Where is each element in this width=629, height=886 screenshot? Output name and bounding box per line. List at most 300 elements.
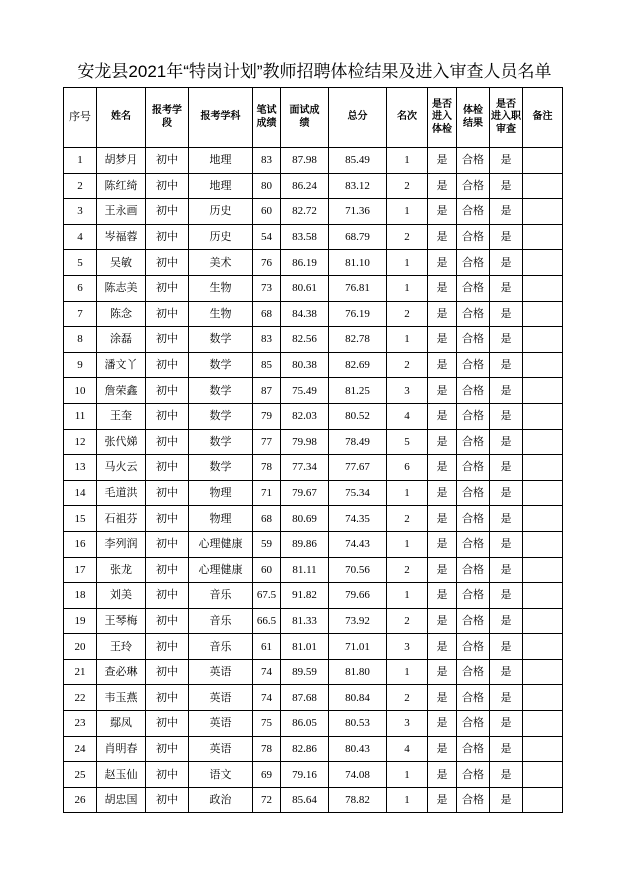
cell-rank: 2 (387, 506, 428, 532)
cell-written-score: 72 (253, 787, 281, 813)
cell-written-score: 54 (253, 224, 281, 250)
cell-rank: 3 (387, 378, 428, 404)
cell-enter-exam: 是 (428, 711, 457, 737)
cell-enter-review: 是 (490, 301, 523, 327)
table-row (64, 327, 563, 353)
cell-index: 20 (64, 634, 97, 660)
header-index: 序号 (64, 88, 97, 148)
cell-total-score: 82.69 (329, 352, 387, 378)
cell-index: 23 (64, 711, 97, 737)
header-rank: 名次 (387, 88, 428, 148)
cell-total-score: 82.78 (329, 327, 387, 353)
cell-index: 4 (64, 224, 97, 250)
cell-enter-review: 是 (490, 403, 523, 429)
cell-written-score: 83 (253, 148, 281, 174)
cell-remarks (523, 608, 563, 634)
cell-remarks (523, 173, 563, 199)
cell-stage: 初中 (146, 762, 189, 788)
cell-written-score: 59 (253, 531, 281, 557)
cell-name: 肖明春 (97, 736, 146, 762)
cell-stage: 初中 (146, 224, 189, 250)
cell-written-score: 78 (253, 455, 281, 481)
cell-enter-exam: 是 (428, 736, 457, 762)
cell-name: 胡忠国 (97, 787, 146, 813)
cell-index: 16 (64, 531, 97, 557)
cell-enter-exam: 是 (428, 327, 457, 353)
header-interview-score: 面试成 绩 (281, 88, 329, 148)
table-row (64, 352, 563, 378)
cell-name: 陈志美 (97, 275, 146, 301)
cell-index: 24 (64, 736, 97, 762)
cell-exam-result: 合格 (457, 506, 490, 532)
table-row (64, 199, 563, 225)
cell-rank: 2 (387, 608, 428, 634)
cell-stage: 初中 (146, 736, 189, 762)
table-row (64, 787, 563, 813)
table-row (64, 224, 563, 250)
cell-stage: 初中 (146, 583, 189, 609)
cell-rank: 6 (387, 455, 428, 481)
cell-enter-review: 是 (490, 173, 523, 199)
cell-remarks (523, 557, 563, 583)
cell-interview-score: 89.86 (281, 531, 329, 557)
cell-rank: 2 (387, 557, 428, 583)
cell-stage: 初中 (146, 275, 189, 301)
cell-enter-review: 是 (490, 583, 523, 609)
cell-enter-exam: 是 (428, 250, 457, 276)
cell-remarks (523, 403, 563, 429)
cell-index: 14 (64, 480, 97, 506)
cell-enter-review: 是 (490, 275, 523, 301)
cell-remarks (523, 506, 563, 532)
cell-rank: 3 (387, 711, 428, 737)
cell-total-score: 74.35 (329, 506, 387, 532)
table-row (64, 608, 563, 634)
cell-subject: 物理 (189, 480, 253, 506)
cell-enter-review: 是 (490, 480, 523, 506)
cell-subject: 数学 (189, 455, 253, 481)
cell-total-score: 81.10 (329, 250, 387, 276)
cell-enter-exam: 是 (428, 173, 457, 199)
cell-enter-review: 是 (490, 455, 523, 481)
table-row (64, 762, 563, 788)
cell-rank: 1 (387, 583, 428, 609)
table-row (64, 429, 563, 455)
results-table (63, 87, 563, 813)
cell-exam-result: 合格 (457, 711, 490, 737)
cell-index: 25 (64, 762, 97, 788)
cell-total-score: 78.82 (329, 787, 387, 813)
cell-subject: 英语 (189, 736, 253, 762)
cell-subject: 美术 (189, 250, 253, 276)
cell-total-score: 76.81 (329, 275, 387, 301)
table-row (64, 403, 563, 429)
cell-total-score: 74.08 (329, 762, 387, 788)
cell-stage: 初中 (146, 378, 189, 404)
cell-interview-score: 80.61 (281, 275, 329, 301)
cell-remarks (523, 659, 563, 685)
cell-total-score: 75.34 (329, 480, 387, 506)
cell-total-score: 70.56 (329, 557, 387, 583)
cell-subject: 语文 (189, 762, 253, 788)
cell-subject: 物理 (189, 506, 253, 532)
cell-subject: 英语 (189, 685, 253, 711)
cell-enter-review: 是 (490, 736, 523, 762)
cell-written-score: 75 (253, 711, 281, 737)
cell-stage: 初中 (146, 557, 189, 583)
cell-index: 7 (64, 301, 97, 327)
table-row (64, 711, 563, 737)
cell-remarks (523, 352, 563, 378)
cell-total-score: 83.12 (329, 173, 387, 199)
cell-enter-review: 是 (490, 506, 523, 532)
cell-name: 陈红绮 (97, 173, 146, 199)
cell-exam-result: 合格 (457, 429, 490, 455)
cell-enter-review: 是 (490, 762, 523, 788)
cell-stage: 初中 (146, 352, 189, 378)
table-body (64, 148, 563, 813)
cell-interview-score: 79.98 (281, 429, 329, 455)
cell-stage: 初中 (146, 455, 189, 481)
cell-index: 13 (64, 455, 97, 481)
cell-name: 吴敏 (97, 250, 146, 276)
cell-stage: 初中 (146, 531, 189, 557)
header-remarks: 备注 (523, 88, 563, 148)
cell-rank: 1 (387, 787, 428, 813)
cell-name: 查必琳 (97, 659, 146, 685)
cell-total-score: 80.52 (329, 403, 387, 429)
cell-index: 3 (64, 199, 97, 225)
cell-name: 鄢凤 (97, 711, 146, 737)
cell-stage: 初中 (146, 199, 189, 225)
cell-rank: 1 (387, 199, 428, 225)
table-row (64, 736, 563, 762)
cell-written-score: 68 (253, 506, 281, 532)
cell-enter-exam: 是 (428, 685, 457, 711)
table-row (64, 506, 563, 532)
cell-subject: 英语 (189, 711, 253, 737)
cell-exam-result: 合格 (457, 275, 490, 301)
cell-written-score: 76 (253, 250, 281, 276)
cell-total-score: 76.19 (329, 301, 387, 327)
cell-written-score: 73 (253, 275, 281, 301)
cell-remarks (523, 327, 563, 353)
cell-enter-exam: 是 (428, 634, 457, 660)
cell-rank: 1 (387, 762, 428, 788)
cell-name: 王琴梅 (97, 608, 146, 634)
cell-stage: 初中 (146, 327, 189, 353)
cell-index: 18 (64, 583, 97, 609)
cell-written-score: 71 (253, 480, 281, 506)
cell-remarks (523, 736, 563, 762)
cell-rank: 4 (387, 736, 428, 762)
header-total-score: 总分 (329, 88, 387, 148)
cell-index: 6 (64, 275, 97, 301)
cell-enter-review: 是 (490, 787, 523, 813)
cell-subject: 心理健康 (189, 557, 253, 583)
cell-name: 王永画 (97, 199, 146, 225)
cell-name: 毛道洪 (97, 480, 146, 506)
cell-stage: 初中 (146, 480, 189, 506)
cell-written-score: 79 (253, 403, 281, 429)
cell-name: 张代娣 (97, 429, 146, 455)
cell-rank: 2 (387, 301, 428, 327)
cell-name: 赵玉仙 (97, 762, 146, 788)
cell-enter-review: 是 (490, 199, 523, 225)
table-row (64, 531, 563, 557)
cell-interview-score: 82.56 (281, 327, 329, 353)
cell-written-score: 87 (253, 378, 281, 404)
cell-exam-result: 合格 (457, 736, 490, 762)
cell-total-score: 80.43 (329, 736, 387, 762)
cell-total-score: 73.92 (329, 608, 387, 634)
cell-enter-review: 是 (490, 634, 523, 660)
cell-exam-result: 合格 (457, 352, 490, 378)
cell-rank: 3 (387, 634, 428, 660)
table-row (64, 557, 563, 583)
cell-enter-exam: 是 (428, 608, 457, 634)
cell-subject: 心理健康 (189, 531, 253, 557)
table-row (64, 275, 563, 301)
cell-exam-result: 合格 (457, 327, 490, 353)
cell-total-score: 80.84 (329, 685, 387, 711)
cell-remarks (523, 429, 563, 455)
cell-enter-exam: 是 (428, 506, 457, 532)
cell-enter-exam: 是 (428, 531, 457, 557)
cell-interview-score: 86.19 (281, 250, 329, 276)
cell-written-score: 83 (253, 327, 281, 353)
cell-remarks (523, 711, 563, 737)
cell-enter-exam: 是 (428, 429, 457, 455)
cell-subject: 地理 (189, 148, 253, 174)
cell-interview-score: 87.98 (281, 148, 329, 174)
cell-exam-result: 合格 (457, 787, 490, 813)
cell-index: 5 (64, 250, 97, 276)
cell-remarks (523, 275, 563, 301)
cell-interview-score: 81.01 (281, 634, 329, 660)
cell-remarks (523, 685, 563, 711)
cell-index: 17 (64, 557, 97, 583)
cell-index: 12 (64, 429, 97, 455)
cell-enter-review: 是 (490, 711, 523, 737)
cell-remarks (523, 787, 563, 813)
cell-exam-result: 合格 (457, 685, 490, 711)
cell-stage: 初中 (146, 148, 189, 174)
table-row (64, 480, 563, 506)
cell-stage: 初中 (146, 659, 189, 685)
cell-subject: 地理 (189, 173, 253, 199)
cell-name: 刘美 (97, 583, 146, 609)
cell-subject: 数学 (189, 378, 253, 404)
cell-enter-exam: 是 (428, 557, 457, 583)
cell-name: 岑福蓉 (97, 224, 146, 250)
cell-exam-result: 合格 (457, 224, 490, 250)
cell-enter-review: 是 (490, 224, 523, 250)
cell-enter-review: 是 (490, 531, 523, 557)
table-row (64, 659, 563, 685)
cell-exam-result: 合格 (457, 583, 490, 609)
cell-interview-score: 80.69 (281, 506, 329, 532)
cell-name: 王奎 (97, 403, 146, 429)
cell-enter-exam: 是 (428, 403, 457, 429)
cell-enter-exam: 是 (428, 148, 457, 174)
cell-total-score: 68.79 (329, 224, 387, 250)
cell-subject: 数学 (189, 429, 253, 455)
cell-enter-review: 是 (490, 659, 523, 685)
table-row (64, 250, 563, 276)
cell-name: 詹荣鑫 (97, 378, 146, 404)
cell-interview-score: 82.03 (281, 403, 329, 429)
cell-subject: 历史 (189, 199, 253, 225)
cell-written-score: 60 (253, 557, 281, 583)
cell-name: 涂磊 (97, 327, 146, 353)
header-name: 姓名 (97, 88, 146, 148)
cell-exam-result: 合格 (457, 531, 490, 557)
cell-interview-score: 79.16 (281, 762, 329, 788)
cell-exam-result: 合格 (457, 301, 490, 327)
cell-written-score: 78 (253, 736, 281, 762)
cell-exam-result: 合格 (457, 608, 490, 634)
cell-total-score: 77.67 (329, 455, 387, 481)
cell-rank: 1 (387, 531, 428, 557)
cell-enter-exam: 是 (428, 301, 457, 327)
cell-written-score: 61 (253, 634, 281, 660)
header-enter-exam: 是否 进入 体检 (428, 88, 457, 148)
cell-enter-review: 是 (490, 148, 523, 174)
cell-interview-score: 79.67 (281, 480, 329, 506)
cell-exam-result: 合格 (457, 659, 490, 685)
cell-remarks (523, 378, 563, 404)
cell-exam-result: 合格 (457, 634, 490, 660)
cell-remarks (523, 250, 563, 276)
cell-remarks (523, 301, 563, 327)
cell-written-score: 80 (253, 173, 281, 199)
cell-name: 张龙 (97, 557, 146, 583)
cell-index: 1 (64, 148, 97, 174)
header-enter-review: 是否 进入职 审查 (490, 88, 523, 148)
cell-rank: 1 (387, 250, 428, 276)
cell-subject: 英语 (189, 659, 253, 685)
cell-name: 王玲 (97, 634, 146, 660)
cell-interview-score: 86.05 (281, 711, 329, 737)
cell-total-score: 85.49 (329, 148, 387, 174)
cell-written-score: 74 (253, 685, 281, 711)
table-row (64, 148, 563, 174)
cell-name: 韦玉燕 (97, 685, 146, 711)
cell-index: 19 (64, 608, 97, 634)
cell-stage: 初中 (146, 250, 189, 276)
cell-stage: 初中 (146, 301, 189, 327)
table-row (64, 634, 563, 660)
table-row (64, 685, 563, 711)
cell-interview-score: 84.38 (281, 301, 329, 327)
cell-index: 11 (64, 403, 97, 429)
cell-enter-review: 是 (490, 327, 523, 353)
cell-rank: 1 (387, 659, 428, 685)
cell-rank: 2 (387, 352, 428, 378)
cell-subject: 数学 (189, 403, 253, 429)
cell-index: 26 (64, 787, 97, 813)
cell-total-score: 78.49 (329, 429, 387, 455)
cell-written-score: 68 (253, 301, 281, 327)
cell-index: 22 (64, 685, 97, 711)
cell-exam-result: 合格 (457, 378, 490, 404)
cell-enter-exam: 是 (428, 455, 457, 481)
cell-enter-exam: 是 (428, 480, 457, 506)
cell-rank: 5 (387, 429, 428, 455)
cell-enter-review: 是 (490, 685, 523, 711)
cell-interview-score: 77.34 (281, 455, 329, 481)
cell-written-score: 74 (253, 659, 281, 685)
cell-name: 石祖芬 (97, 506, 146, 532)
cell-remarks (523, 583, 563, 609)
cell-rank: 4 (387, 403, 428, 429)
cell-interview-score: 91.82 (281, 583, 329, 609)
cell-index: 21 (64, 659, 97, 685)
cell-exam-result: 合格 (457, 455, 490, 481)
cell-total-score: 71.36 (329, 199, 387, 225)
cell-remarks (523, 455, 563, 481)
cell-enter-exam: 是 (428, 224, 457, 250)
cell-rank: 2 (387, 685, 428, 711)
cell-enter-exam: 是 (428, 659, 457, 685)
cell-written-score: 66.5 (253, 608, 281, 634)
cell-enter-exam: 是 (428, 199, 457, 225)
cell-exam-result: 合格 (457, 250, 490, 276)
cell-stage: 初中 (146, 429, 189, 455)
cell-interview-score: 82.72 (281, 199, 329, 225)
cell-total-score: 81.25 (329, 378, 387, 404)
cell-written-score: 69 (253, 762, 281, 788)
cell-exam-result: 合格 (457, 148, 490, 174)
cell-rank: 2 (387, 173, 428, 199)
cell-rank: 1 (387, 480, 428, 506)
cell-index: 15 (64, 506, 97, 532)
cell-remarks (523, 634, 563, 660)
cell-subject: 音乐 (189, 608, 253, 634)
table-row (64, 173, 563, 199)
cell-rank: 1 (387, 275, 428, 301)
cell-index: 2 (64, 173, 97, 199)
header-stage: 报考学 段 (146, 88, 189, 148)
cell-stage: 初中 (146, 506, 189, 532)
cell-stage: 初中 (146, 634, 189, 660)
cell-enter-exam: 是 (428, 352, 457, 378)
cell-total-score: 74.43 (329, 531, 387, 557)
header-written-score: 笔试 成绩 (253, 88, 281, 148)
cell-exam-result: 合格 (457, 403, 490, 429)
cell-interview-score: 75.49 (281, 378, 329, 404)
table-row (64, 301, 563, 327)
cell-enter-review: 是 (490, 378, 523, 404)
header-exam-result: 体检 结果 (457, 88, 490, 148)
cell-exam-result: 合格 (457, 557, 490, 583)
cell-enter-exam: 是 (428, 275, 457, 301)
cell-rank: 1 (387, 148, 428, 174)
cell-subject: 政治 (189, 787, 253, 813)
cell-exam-result: 合格 (457, 199, 490, 225)
cell-name: 潘文丫 (97, 352, 146, 378)
cell-interview-score: 86.24 (281, 173, 329, 199)
cell-subject: 生物 (189, 275, 253, 301)
cell-remarks (523, 762, 563, 788)
cell-remarks (523, 199, 563, 225)
cell-exam-result: 合格 (457, 762, 490, 788)
cell-interview-score: 80.38 (281, 352, 329, 378)
cell-interview-score: 85.64 (281, 787, 329, 813)
cell-subject: 生物 (189, 301, 253, 327)
cell-name: 胡梦月 (97, 148, 146, 174)
